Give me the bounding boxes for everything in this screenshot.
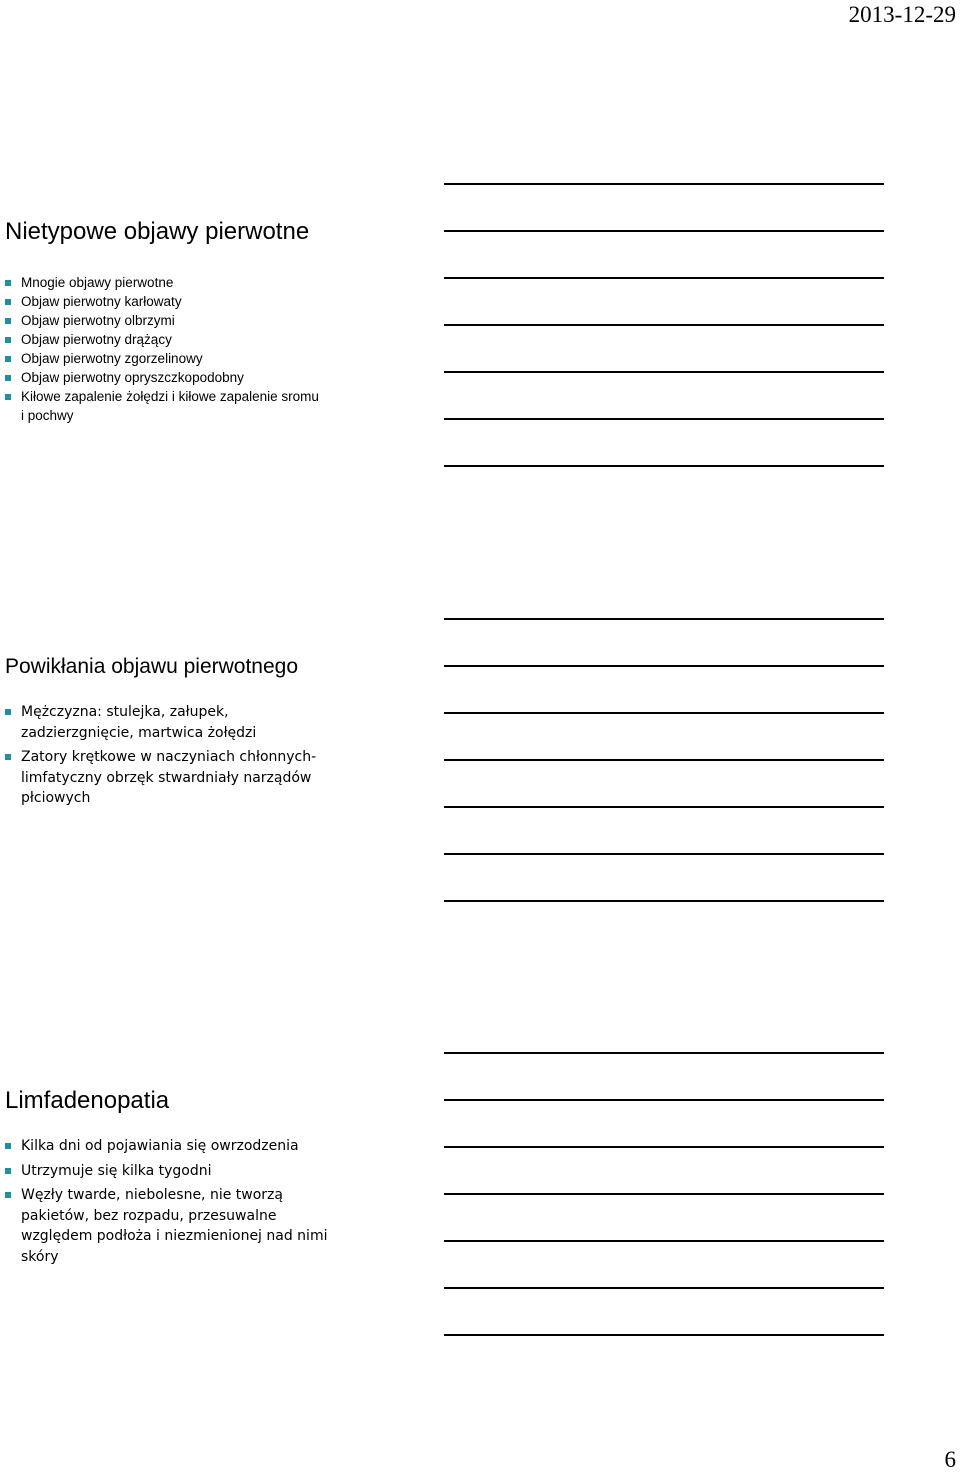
bullet-text: Węzły twarde, niebolesne, nie tworzą pakietów, bez rozpadu, przesuwalne względem podłoża i niezmienionej nad nimi skóry — [21, 1187, 328, 1265]
bullet-item — [5, 311, 405, 330]
bullet-item — [5, 1136, 330, 1157]
note-line — [444, 1099, 884, 1101]
note-line — [444, 230, 884, 232]
bullet-text: Kilka dni od pojawiania się owrzodzenia — [21, 1138, 299, 1154]
square-bullet-icon — [5, 1143, 11, 1149]
note-line — [444, 618, 884, 620]
bullet-item — [5, 1161, 330, 1182]
note-line — [444, 1193, 884, 1195]
bullet-item — [5, 387, 321, 425]
square-bullet-icon — [5, 1168, 11, 1174]
bullet-list — [5, 702, 340, 809]
note-line — [444, 1334, 884, 1336]
square-bullet-icon — [5, 337, 11, 343]
note-line — [444, 712, 884, 714]
square-bullet-icon — [5, 754, 11, 760]
square-bullet-icon — [5, 709, 11, 715]
note-line — [444, 759, 884, 761]
bullet-text: Zatory krętkowe w naczyniach chłonnych-limfatyczny obrzęk stwardniały narządów płciowych — [21, 749, 317, 806]
page-number: 6 — [944, 1447, 956, 1472]
note-line — [444, 1240, 884, 1242]
bullet-text: Utrzymuje się kilka tygodni — [21, 1162, 212, 1179]
bullet-list — [5, 1136, 330, 1267]
square-bullet-icon — [5, 375, 11, 381]
bullet-text: Kiłowe zapalenie żołędzi i kiłowe zapalenie sromu i pochwy — [21, 389, 319, 423]
square-bullet-icon — [5, 356, 11, 362]
square-bullet-icon — [5, 1192, 11, 1198]
slide-3 — [5, 1086, 405, 1271]
bullet-item — [5, 349, 405, 368]
bullet-text: Objaw pierwotny zgorzelinowy — [21, 351, 203, 366]
note-line — [444, 418, 884, 420]
note-line — [444, 853, 884, 855]
note-line — [444, 1052, 884, 1054]
slide-1 — [5, 217, 405, 425]
slide-title: Powikłania objawu pierwotnego — [5, 655, 299, 678]
bullet-item — [5, 702, 340, 743]
bullet-text: Objaw pierwotny karłowaty — [21, 294, 182, 309]
note-line — [444, 371, 884, 373]
bullet-item — [5, 1185, 330, 1267]
note-line — [444, 806, 884, 808]
note-line — [444, 324, 884, 326]
bullet-text: Mężczyzna: stulejka, załupek, zadzierzgnięcie, martwica żołędzi — [21, 704, 257, 741]
note-line — [444, 665, 884, 667]
bullet-text: Mnogie objawy pierwotne — [21, 275, 174, 290]
slide-2 — [5, 652, 405, 813]
square-bullet-icon — [5, 318, 11, 324]
slide-title: Limfadenopatia — [5, 1087, 170, 1114]
page-date: 2013-12-29 — [848, 2, 956, 27]
square-bullet-icon — [5, 280, 11, 286]
bullet-text: Objaw pierwotny olbrzymi — [21, 313, 175, 328]
bullet-text: Objaw pierwotny opryszczkopodobny — [21, 370, 244, 385]
bullet-text: Objaw pierwotny drążący — [21, 332, 172, 347]
bullet-item — [5, 292, 405, 311]
note-line — [444, 277, 884, 279]
bullet-list — [5, 273, 405, 425]
note-line — [444, 465, 884, 467]
bullet-item — [5, 747, 340, 809]
bullet-item — [5, 368, 405, 387]
square-bullet-icon — [5, 299, 11, 305]
note-line — [444, 1287, 884, 1289]
slide-title: Nietypowe objawy pierwotne — [5, 218, 310, 245]
bullet-item — [5, 330, 405, 349]
square-bullet-icon — [5, 394, 11, 400]
note-line — [444, 183, 884, 185]
note-line — [444, 900, 884, 902]
note-line — [444, 1146, 884, 1148]
bullet-item — [5, 273, 405, 292]
